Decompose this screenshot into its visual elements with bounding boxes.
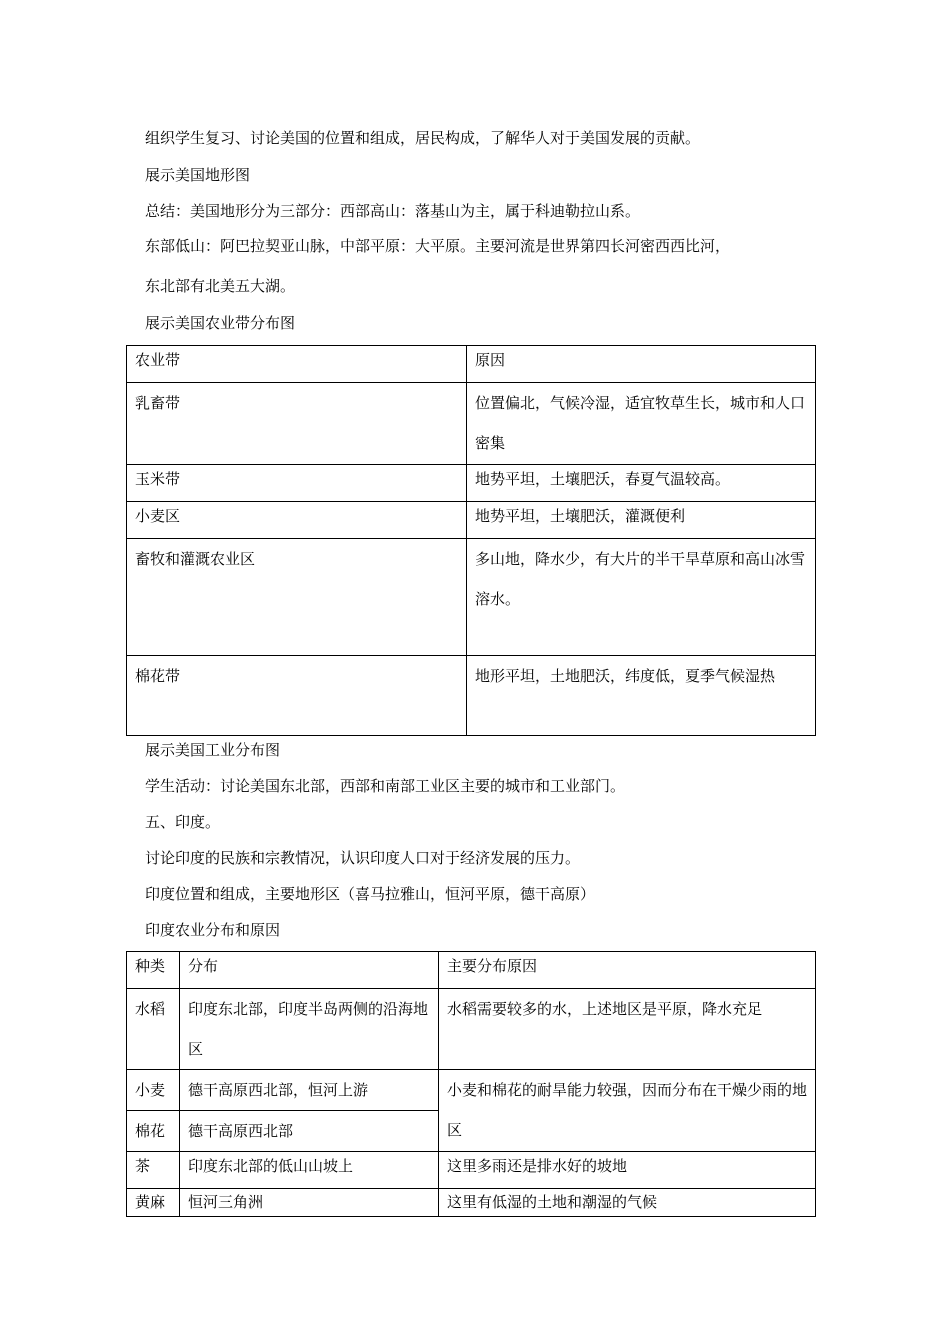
paragraph: 东北部有北美五大湖。 [145,277,296,295]
table-cell: 印度东北部的低山山坡上 [180,1152,439,1189]
table-cell: 小麦 [127,1070,180,1111]
paragraph: 印度农业分布和原因 [145,921,281,939]
table-cell: 玉米带 [127,465,467,502]
table-cell: 棉花 [127,1111,180,1152]
paragraph: 五、印度。 [145,813,221,831]
table-cell: 这里多雨还是排水好的坡地 [439,1152,816,1189]
table-cell: 德干高原西北部 [180,1111,439,1152]
table-cell: 地势平坦，土壤肥沃，灌溉便利 [467,502,816,539]
paragraph: 东部低山：阿巴拉契亚山脉，中部平原：大平原。主要河流是世界第四长河密西西比河， [145,237,731,255]
table-row [127,383,816,465]
paragraph: 讨论印度的民族和宗教情况，认识印度人口对于经济发展的压力。 [145,849,581,867]
table-cell: 小麦和棉花的耐旱能力较强，因而分布在干燥少雨的地区 [439,1070,816,1152]
table-cell: 位置偏北，气候冷湿，适宜牧草生长，城市和人口密集 [467,383,816,465]
paragraph: 展示美国工业分布图 [145,741,281,759]
paragraph: 印度位置和组成，主要地形区（喜马拉雅山，恒河平原，德干高原） [145,885,596,903]
table-row [127,1152,816,1189]
table-row [127,989,816,1070]
table-cell: 德干高原西北部，恒河上游 [180,1070,439,1111]
paragraph: 组织学生复习、讨论美国的位置和组成，居民构成，了解华人对于美国发展的贡献。 [145,129,701,147]
table-cell: 恒河三角洲 [180,1189,439,1217]
table-row [127,502,816,539]
table-row [127,656,816,736]
paragraph: 总结：美国地形分为三部分：西部高山：落基山为主，属于科迪勒拉山系。 [145,202,641,220]
table-header-cell: 原因 [467,346,816,383]
table-cell: 小麦区 [127,502,467,539]
table-cell: 地形平坦，土地肥沃，纬度低，夏季气候湿热 [467,656,816,736]
table-header-cell: 主要分布原因 [439,952,816,989]
table-cell: 茶 [127,1152,180,1189]
paragraph: 展示美国地形图 [145,166,251,184]
table-row [127,465,816,502]
table-header-row [127,346,816,383]
table-cell: 黄麻 [127,1189,180,1217]
table-cell: 印度东北部，印度半岛两侧的沿海地区 [180,989,439,1070]
table-row [127,1189,816,1217]
agriculture-belt-table [126,345,816,736]
table-row [127,1070,816,1111]
table-row [127,539,816,656]
table-cell: 多山地，降水少，有大片的半干旱草原和高山冰雪溶水。 [467,539,816,656]
table-cell: 地势平坦，土壤肥沃，春夏气温较高。 [467,465,816,502]
table-cell: 水稻需要较多的水，上述地区是平原，降水充足 [439,989,816,1070]
india-agriculture-table [126,951,816,1217]
table-cell: 乳畜带 [127,383,467,465]
table-header-row [127,952,816,989]
table-cell: 水稻 [127,989,180,1070]
table-header-cell: 分布 [180,952,439,989]
table-header-cell: 农业带 [127,346,467,383]
table-cell: 畜牧和灌溉农业区 [127,539,467,656]
paragraph: 展示美国农业带分布图 [145,314,296,332]
table-cell: 棉花带 [127,656,467,736]
table-header-cell: 种类 [127,952,180,989]
paragraph: 学生活动：讨论美国东北部，西部和南部工业区主要的城市和工业部门。 [145,777,626,795]
table-cell: 这里有低湿的土地和潮湿的气候 [439,1189,816,1217]
